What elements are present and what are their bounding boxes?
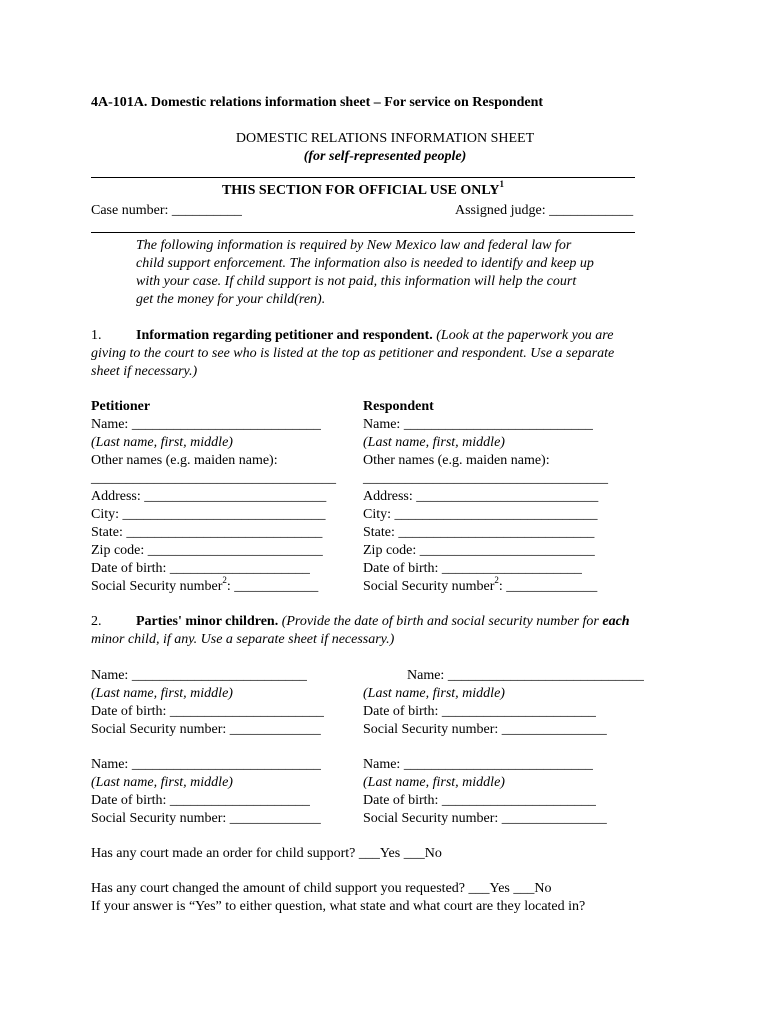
petitioner-dob-field[interactable]: Date of birth: ____________________ (91, 561, 310, 576)
respondent-name-hint: (Last name, first, middle) (363, 435, 505, 450)
intro-line-4: get the money for your child(ren). (136, 292, 326, 307)
case-number-field[interactable]: Case number: __________ (91, 203, 242, 218)
petitioner-city-field[interactable]: City: _____________________________ (91, 507, 326, 522)
child-3-dob-field[interactable]: Date of birth: ____________________ (91, 793, 310, 808)
child-2-dob-field[interactable]: Date of birth: ______________________ (363, 704, 596, 719)
section-1-number: 1. (91, 328, 102, 343)
respondent-dob-field[interactable]: Date of birth: ____________________ (363, 561, 582, 576)
divider-top (91, 177, 635, 178)
petitioner-other-names-field[interactable]: ___________________________________ (91, 471, 336, 486)
section-2-title: Parties' minor children. (136, 614, 279, 629)
divider-bottom (91, 232, 635, 233)
section-1-line-1: Information regarding petitioner and respondent. (Look at the paperwork you are (136, 328, 614, 343)
respondent-name-field[interactable]: Name: ___________________________ (363, 417, 593, 432)
petitioner-ssn-field[interactable]: Social Security number$^2$: ____________ (91, 575, 319, 594)
section-1-line-2: giving to the court to see who is listed at the top as petitioner and respondent. Use a separate (91, 346, 615, 361)
child-1-name-hint: (Last name, first, middle) (91, 686, 233, 701)
footnote-2-marker: 2 (222, 575, 227, 586)
respondent-address-field[interactable]: Address: __________________________ (363, 489, 599, 504)
form-subtitle: (for self-represented people) (303, 149, 467, 164)
petitioner-header: Petitioner (91, 399, 151, 414)
section-2-line-1: Parties' minor children. (Provide the date of birth and social security number for each (136, 614, 630, 629)
intro-line-1: The following information is required by New Mexico law and federal law for (136, 238, 572, 253)
child-4-ssn-field[interactable]: Social Security number: _______________ (363, 811, 607, 826)
respondent-ssn-field[interactable]: Social Security number$^2$: _____________ (363, 575, 598, 594)
petitioner-zip-field[interactable]: Zip code: _________________________ (91, 543, 323, 558)
child-1-dob-field[interactable]: Date of birth: ______________________ (91, 704, 324, 719)
official-use-heading: THIS SECTION FOR OFFICIAL USE ONLY$^1$ (221, 179, 505, 198)
respondent-state-field[interactable]: State: ____________________________ (363, 525, 595, 540)
footnote-1-marker: 1 (499, 179, 505, 190)
petitioner-address-field[interactable]: Address: __________________________ (91, 489, 327, 504)
court-location-question: If your answer is “Yes” to either question, what state and what court are they located in? (91, 899, 586, 914)
child-support-change-question[interactable]: Has any court changed the amount of child support you requested? ___Yes ___No (91, 881, 552, 896)
child-1-ssn-field[interactable]: Social Security number: _____________ (91, 722, 321, 737)
petitioner-state-field[interactable]: State: ____________________________ (91, 525, 323, 540)
respondent-other-names-label: Other names (e.g. maiden name): (363, 453, 550, 468)
child-2-ssn-field[interactable]: Social Security number: _______________ (363, 722, 607, 737)
form-title: DOMESTIC RELATIONS INFORMATION SHEET (235, 131, 535, 146)
child-support-order-question[interactable]: Has any court made an order for child support? ___Yes ___No (91, 846, 442, 861)
form-heading: 4A-101A. Domestic relations information sheet – For service on Respondent (91, 95, 544, 110)
child-4-name-field[interactable]: Name: ___________________________ (363, 757, 593, 772)
petitioner-other-names-label: Other names (e.g. maiden name): (91, 453, 278, 468)
child-2-name-hint: (Last name, first, middle) (363, 686, 505, 701)
assigned-judge-field[interactable]: Assigned judge: ____________ (455, 203, 634, 218)
footnote-2-marker: 2 (494, 575, 499, 586)
section-1-line-3: sheet if necessary.) (91, 364, 198, 379)
child-4-dob-field[interactable]: Date of birth: ______________________ (363, 793, 596, 808)
child-3-name-hint: (Last name, first, middle) (91, 775, 233, 790)
child-2-name-field[interactable]: Name: ____________________________ (407, 668, 644, 683)
intro-line-3: with your case. If child support is not paid, this information will help the court (136, 274, 577, 289)
respondent-other-names-field[interactable]: ___________________________________ (363, 471, 608, 486)
child-3-name-field[interactable]: Name: ___________________________ (91, 757, 321, 772)
section-1-title: Information regarding petitioner and respondent. (136, 328, 433, 343)
child-1-name-field[interactable]: Name: _________________________ (91, 668, 307, 683)
child-3-ssn-field[interactable]: Social Security number: _____________ (91, 811, 321, 826)
petitioner-name-hint: (Last name, first, middle) (91, 435, 233, 450)
intro-line-2: child support enforcement. The information also is needed to identify and keep up (136, 256, 594, 271)
section-2-number: 2. (91, 614, 102, 629)
petitioner-name-field[interactable]: Name: ___________________________ (91, 417, 321, 432)
respondent-city-field[interactable]: City: _____________________________ (363, 507, 598, 522)
section-2-line-2: minor child, if any. Use a separate sheet if necessary.) (91, 632, 395, 647)
child-4-name-hint: (Last name, first, middle) (363, 775, 505, 790)
respondent-header: Respondent (363, 399, 434, 414)
respondent-zip-field[interactable]: Zip code: _________________________ (363, 543, 595, 558)
